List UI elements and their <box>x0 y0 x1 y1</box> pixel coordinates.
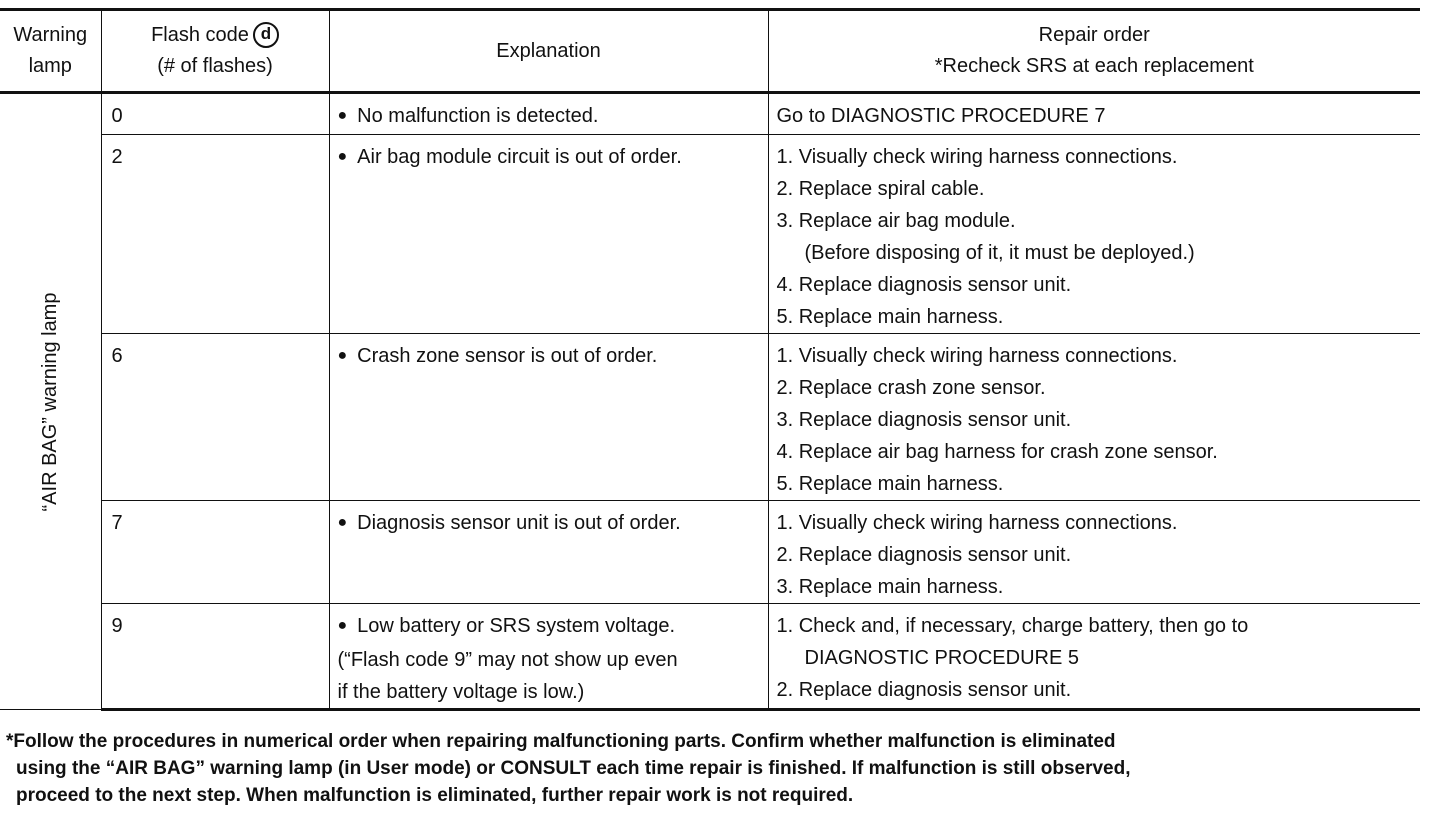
repair-step: 1. Visually check wiring harness connections. <box>776 146 1178 168</box>
flash-code-cell: 9 <box>101 604 329 710</box>
repair-step: 3. Replace air bag module. <box>776 210 1016 232</box>
explanation-text: ● Crash zone sensor is out of order. <box>338 340 760 374</box>
explanation-cell <box>329 93 768 135</box>
repair-step: 2. Replace spiral cable. <box>776 178 985 200</box>
header-repair-order-line2: *Recheck SRS at each replacement <box>934 55 1254 77</box>
explanation-text: ● Air bag module circuit is out of order. <box>338 141 760 175</box>
table-row <box>0 501 1420 604</box>
header-row <box>0 10 1420 93</box>
flash-code-cell: 2 <box>101 135 329 334</box>
explanation-cell <box>329 334 768 501</box>
table-row <box>0 93 1420 135</box>
flash-code-cell: 0 <box>101 93 329 135</box>
repair-step: 4. Replace air bag harness for crash zone sensor. <box>776 441 1218 463</box>
header-flash-code <box>101 10 329 93</box>
table-row <box>0 604 1420 710</box>
flash-code-cell: 6 <box>101 334 329 501</box>
circled-d-symbol: d <box>253 22 279 48</box>
header-repair-order-line1: Repair order <box>1038 24 1150 46</box>
explanation-cell <box>329 604 768 710</box>
warning-lamp-cell <box>0 93 101 710</box>
repair-step: 5. Replace main harness. <box>776 473 1004 495</box>
repair-step: 1. Check and, if necessary, charge battery, then go to <box>776 615 1249 637</box>
repair-cell <box>768 334 1420 501</box>
header-warning-lamp-line1: Warning <box>13 24 88 46</box>
explanation-cell <box>329 501 768 604</box>
repair-step: 2. Replace crash zone sensor. <box>776 377 1046 399</box>
repair-step: 5. Replace main harness. <box>776 306 1004 328</box>
repair-step: Go to DIAGNOSTIC PROCEDURE 7 <box>776 105 1106 127</box>
repair-step: 1. Visually check wiring harness connections. <box>776 345 1178 367</box>
table-row <box>0 135 1420 334</box>
header-flash-code-line1 <box>102 20 329 51</box>
diagnosis-table <box>0 8 1420 711</box>
header-flash-code-line2: (# of flashes) <box>157 55 273 77</box>
repair-cell <box>768 501 1420 604</box>
header-warning-lamp <box>0 10 101 93</box>
header-explanation: Explanation <box>329 10 768 93</box>
repair-step-note: DIAGNOSTIC PROCEDURE 5 <box>804 647 1079 669</box>
repair-cell <box>768 604 1420 710</box>
warning-lamp-label: “AIR BAG” warning lamp <box>39 292 62 511</box>
repair-step: 3. Replace main harness. <box>776 576 1004 598</box>
explanation-note: (“Flash code 9” may not show up even <box>337 649 678 671</box>
footnote-line: proceed to the next step. When malfunction is eliminated, further repair work is not required. <box>16 785 854 806</box>
header-repair-order <box>768 10 1420 93</box>
explanation-text: ● Low battery or SRS system voltage. <box>338 610 760 644</box>
repair-cell <box>768 135 1420 334</box>
explanation-note: if the battery voltage is low.) <box>337 681 585 703</box>
footnote-line: using the “AIR BAG” warning lamp (in User mode) or CONSULT each time repair is finished. If malfunction is still observed, <box>16 758 1131 779</box>
repair-step: 3. Replace diagnosis sensor unit. <box>776 409 1072 431</box>
header-flash-code-text: Flash code <box>151 24 249 46</box>
header-warning-lamp-line2: lamp <box>28 55 72 77</box>
repair-step: 4. Replace diagnosis sensor unit. <box>776 274 1072 296</box>
repair-cell <box>768 93 1420 135</box>
footnote <box>6 728 1426 809</box>
flash-code-cell: 7 <box>101 501 329 604</box>
footnote-line: *Follow the procedures in numerical order when repairing malfunctioning parts. Confirm whether malfunction is eliminated <box>6 731 1116 752</box>
table-row <box>0 334 1420 501</box>
repair-step: 2. Replace diagnosis sensor unit. <box>776 679 1072 701</box>
repair-step: 2. Replace diagnosis sensor unit. <box>776 544 1072 566</box>
repair-step: 1. Visually check wiring harness connections. <box>776 512 1178 534</box>
explanation-cell <box>329 135 768 334</box>
explanation-text: ● Diagnosis sensor unit is out of order. <box>338 507 760 541</box>
repair-step-note: (Before disposing of it, it must be deployed.) <box>804 242 1195 264</box>
explanation-text: ● No malfunction is detected. <box>338 100 760 134</box>
